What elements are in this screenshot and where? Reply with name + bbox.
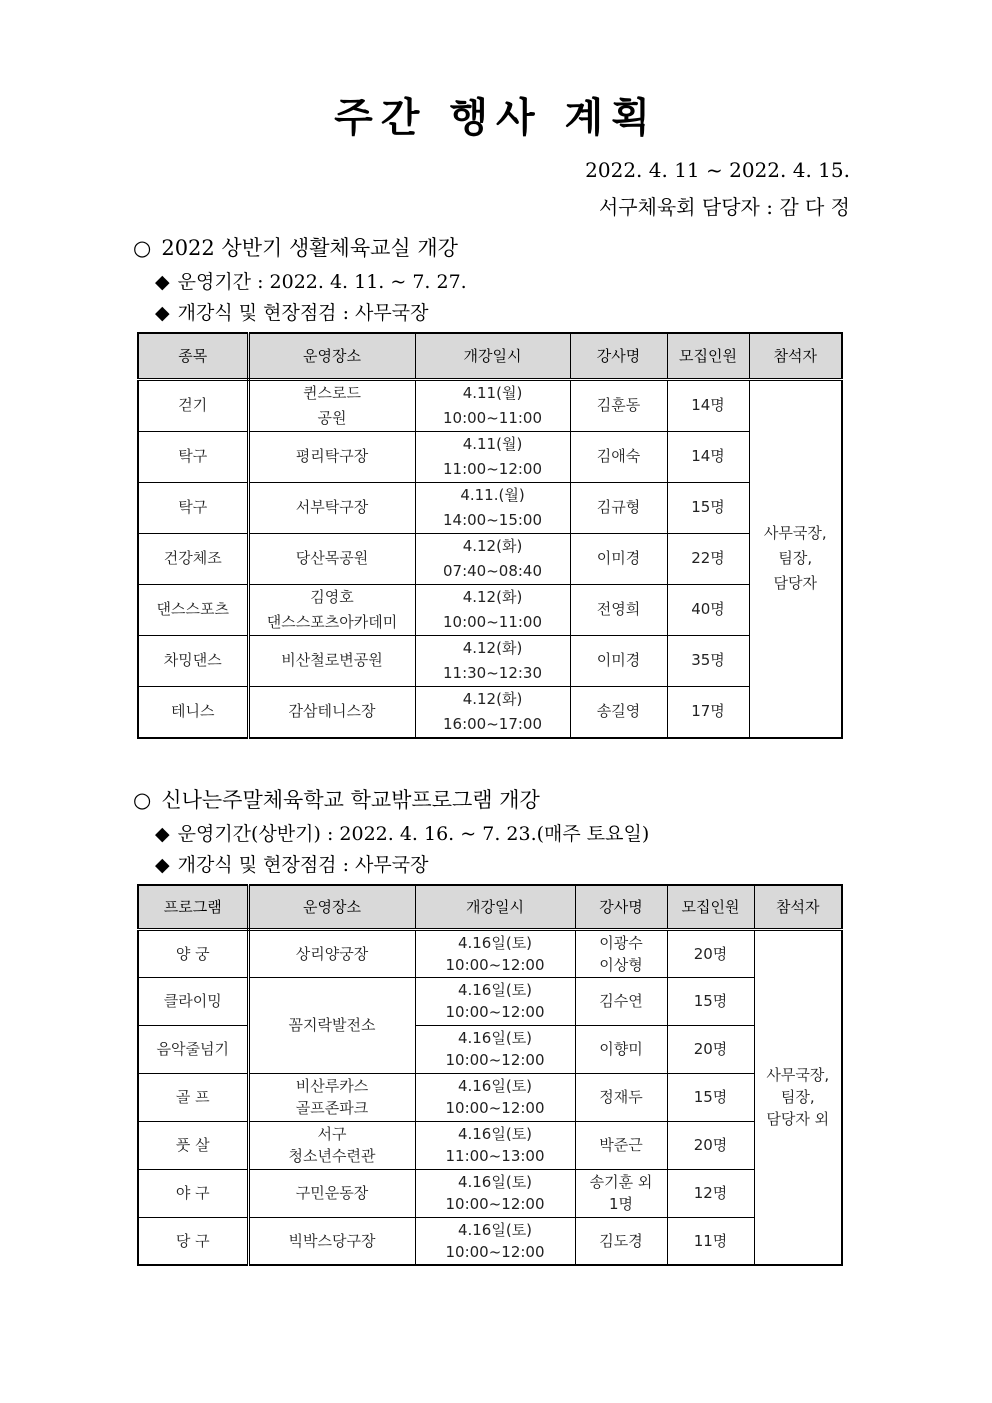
cell-count: 22명 — [667, 533, 749, 584]
table-row — [138, 1025, 842, 1073]
cell-place: 비산루카스 골프존파크 — [248, 1073, 415, 1121]
table-header-row — [138, 333, 842, 379]
cell-count: 14명 — [667, 431, 749, 482]
cell-date: 4.16일(토) 10:00~12:00 — [415, 929, 575, 977]
table-row — [138, 686, 842, 738]
cell-instructor: 정재두 — [575, 1073, 667, 1121]
cell-place: 김영호 댄스스포츠아카데미 — [248, 584, 415, 635]
cell-place: 당산목공원 — [248, 533, 415, 584]
diamond-bullet-icon: ◆ — [155, 271, 170, 293]
cell-date: 4.16일(토) 10:00~12:00 — [415, 1073, 575, 1121]
circle-bullet-icon: ○ — [133, 788, 152, 812]
section2-heading-text: 신나는주말체육학교 학교밖프로그램 개강 — [161, 788, 540, 812]
cell-count: 15명 — [667, 482, 749, 533]
cell-count: 12명 — [667, 1169, 754, 1217]
cell-place: 상리양궁장 — [248, 929, 415, 977]
cell-place: 구민운동장 — [248, 1169, 415, 1217]
section2-table — [137, 884, 843, 1266]
cell-date: 4.16일(토) 10:00~12:00 — [415, 1025, 575, 1073]
table-row — [138, 1073, 842, 1121]
cell-instructor: 송기훈 외 1명 — [575, 1169, 667, 1217]
circle-bullet-icon: ○ — [133, 236, 152, 260]
cell-count: 40명 — [667, 584, 749, 635]
cell-attendee: 사무국장, 팀장, 담당자 외 — [754, 929, 842, 1265]
cell-place: 퀸스로드 공원 — [248, 379, 415, 431]
header-attendee: 참석자 — [754, 885, 842, 929]
header-sport: 종목 — [138, 333, 248, 379]
header-place: 운영장소 — [248, 885, 415, 929]
bullet-text: 개강식 및 현장점검 : 사무국장 — [177, 302, 429, 324]
header-date: 개강일시 — [415, 333, 570, 379]
cell-sport: 건강체조 — [138, 533, 248, 584]
header-instructor: 강사명 — [570, 333, 667, 379]
table-row — [138, 584, 842, 635]
bullet-text: 운영기간(상반기) : 2022. 4. 16. ~ 7. 23.(매주 토요일) — [177, 823, 650, 845]
cell-instructor: 김규형 — [570, 482, 667, 533]
table-row — [138, 977, 842, 1025]
diamond-bullet-icon: ◆ — [155, 302, 170, 324]
diamond-bullet-icon: ◆ — [155, 823, 170, 845]
cell-sport: 댄스스포츠 — [138, 584, 248, 635]
cell-program: 양 궁 — [138, 929, 248, 977]
header-count: 모집인원 — [667, 333, 749, 379]
cell-date: 4.16일(토) 10:00~12:00 — [415, 1217, 575, 1265]
cell-sport: 걷기 — [138, 379, 248, 431]
cell-instructor: 박준근 — [575, 1121, 667, 1169]
section1-heading-text: 2022 상반기 생활체육교실 개강 — [161, 236, 458, 260]
cell-count: 15명 — [667, 977, 754, 1025]
cell-date: 4.12(화) 11:30~12:30 — [415, 635, 570, 686]
cell-count: 35명 — [667, 635, 749, 686]
cell-date: 4.11.(월) 14:00~15:00 — [415, 482, 570, 533]
cell-instructor: 이향미 — [575, 1025, 667, 1073]
table-row — [138, 1121, 842, 1169]
cell-instructor: 이광수 이상형 — [575, 929, 667, 977]
cell-count: 20명 — [667, 1121, 754, 1169]
cell-place: 빅박스당구장 — [248, 1217, 415, 1265]
cell-attendee: 사무국장, 팀장, 담당자 — [749, 379, 842, 738]
cell-date: 4.11(월) 10:00~11:00 — [415, 379, 570, 431]
cell-instructor: 김애숙 — [570, 431, 667, 482]
cell-instructor: 전영희 — [570, 584, 667, 635]
bullet-text: 개강식 및 현장점검 : 사무국장 — [177, 854, 429, 876]
cell-sport: 탁구 — [138, 482, 248, 533]
header-program: 프로그램 — [138, 885, 248, 929]
cell-date: 4.16일(토) 11:00~13:00 — [415, 1121, 575, 1169]
cell-instructor: 김훈동 — [570, 379, 667, 431]
table-row — [138, 635, 842, 686]
cell-date: 4.16일(토) 10:00~12:00 — [415, 977, 575, 1025]
cell-program: 클라이밍 — [138, 977, 248, 1025]
cell-count: 15명 — [667, 1073, 754, 1121]
table-row — [138, 929, 842, 977]
table-row — [138, 482, 842, 533]
cell-date: 4.12(화) 16:00~17:00 — [415, 686, 570, 738]
header-attendee: 참석자 — [749, 333, 842, 379]
cell-date: 4.11(월) 11:00~12:00 — [415, 431, 570, 482]
cell-count: 14명 — [667, 379, 749, 431]
page-title: 주간 행사 계획 — [334, 95, 658, 141]
diamond-bullet-icon: ◆ — [155, 854, 170, 876]
section1-table — [137, 332, 843, 739]
cell-place: 평리탁구장 — [248, 431, 415, 482]
cell-program: 야 구 — [138, 1169, 248, 1217]
cell-place: 감삼테니스장 — [248, 686, 415, 738]
cell-program: 음악줄넘기 — [138, 1025, 248, 1073]
section2-heading — [133, 784, 540, 814]
cell-instructor: 김도경 — [575, 1217, 667, 1265]
cell-sport: 테니스 — [138, 686, 248, 738]
cell-count: 17명 — [667, 686, 749, 738]
cell-date: 4.12(화) 10:00~11:00 — [415, 584, 570, 635]
table-header-row — [138, 885, 842, 929]
cell-program: 풋 살 — [138, 1121, 248, 1169]
cell-program: 골 프 — [138, 1073, 248, 1121]
cell-count: 11명 — [667, 1217, 754, 1265]
cell-place: 서구 청소년수련관 — [248, 1121, 415, 1169]
header-date: 개강일시 — [415, 885, 575, 929]
cell-place: 비산철로변공원 — [248, 635, 415, 686]
cell-sport: 탁구 — [138, 431, 248, 482]
bullet-text: 운영기간 : 2022. 4. 11. ~ 7. 27. — [177, 271, 467, 293]
date-range: 2022. 4. 11 ~ 2022. 4. 15. — [585, 158, 850, 182]
table-row — [138, 431, 842, 482]
table-row — [138, 379, 842, 431]
header-count: 모집인원 — [667, 885, 754, 929]
cell-sport: 차밍댄스 — [138, 635, 248, 686]
section1-bullet-period — [155, 267, 467, 294]
cell-place-shared: 꼼지락발전소 — [248, 977, 415, 1073]
section2-bullet-period — [155, 819, 649, 846]
section1-heading — [133, 232, 458, 262]
table-row — [138, 1217, 842, 1265]
cell-instructor: 이미경 — [570, 635, 667, 686]
cell-date: 4.12(화) 07:40~08:40 — [415, 533, 570, 584]
cell-count: 20명 — [667, 929, 754, 977]
cell-instructor: 송길영 — [570, 686, 667, 738]
header-instructor: 강사명 — [575, 885, 667, 929]
cell-instructor: 이미경 — [570, 533, 667, 584]
section1-bullet-ceremony — [155, 298, 428, 325]
table-row — [138, 1169, 842, 1217]
header-place: 운영장소 — [248, 333, 415, 379]
section2-bullet-ceremony — [155, 850, 428, 877]
table-row — [138, 533, 842, 584]
cell-instructor: 김수연 — [575, 977, 667, 1025]
cell-program: 당 구 — [138, 1217, 248, 1265]
manager-line: 서구체육회 담당자 : 감 다 정 — [598, 195, 850, 219]
cell-count: 20명 — [667, 1025, 754, 1073]
cell-date: 4.16일(토) 10:00~12:00 — [415, 1169, 575, 1217]
cell-place: 서부탁구장 — [248, 482, 415, 533]
